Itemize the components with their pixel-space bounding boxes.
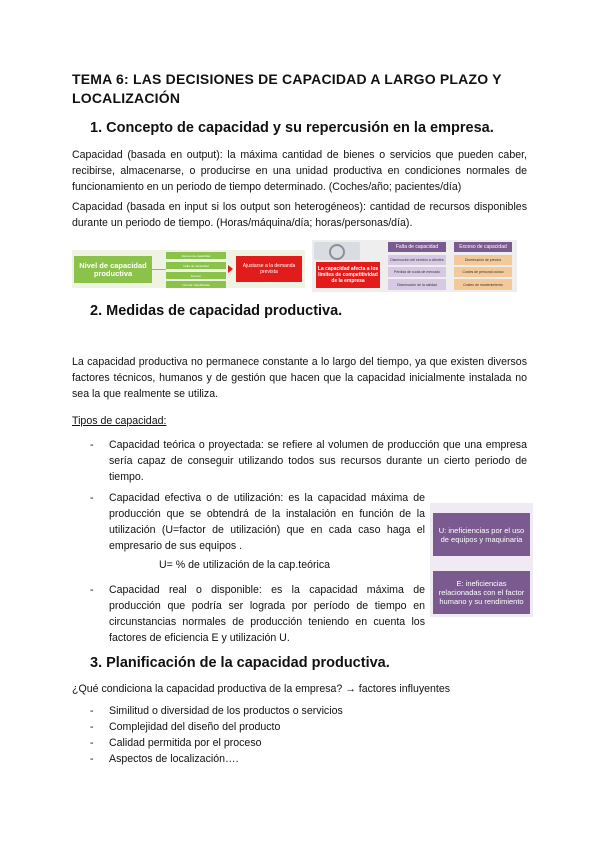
- lack-item-1: Disminución del servicio a clientes: [388, 255, 446, 265]
- competitiveness-diagram: [312, 240, 517, 292]
- magnifier-icon: [329, 244, 345, 260]
- connector-line: [152, 269, 166, 270]
- small-box-4: Normal / Equilibrada: [166, 281, 226, 288]
- factors-list: [90, 703, 490, 767]
- inefficiency-panel: [430, 503, 533, 617]
- magnifier-image: [314, 242, 360, 260]
- factors-question: ¿Qué condiciona la capacidad productiva de la empresa? → factores influyentes: [72, 683, 451, 695]
- lack-capacity-header: Falta de capacidad: [388, 242, 446, 252]
- paragraph-output-capacity: Capacidad (basada en output): la máxima cantidad de bienes o servicios que pueden caber, recibirse, almacenarse, o producirse en una unidad productiva en condiciones normales de funcionamiento en un periodo de tiempo determinado. (Coches/año; pacientes/día): [72, 149, 527, 193]
- list-item: - Aspectos de localización….: [90, 753, 239, 765]
- list-item-real: - Capacidad real o disponible: es la capacidad máxima de producción que podría ser lograda por período de tiempo en circunstancias normales de producción teniendo en cuenta los factores de eficiencia E y utilización U.: [90, 584, 425, 644]
- excess-item-2: Costes de personal ocioso: [454, 267, 512, 277]
- capacity-level-box: Nivel de capacidad productiva: [74, 256, 152, 283]
- section-heading-2: 2. Medidas de capacidad productiva.: [90, 303, 343, 319]
- competitiveness-box: La capacidad afecta a los límites de competitividad de la empresa: [316, 262, 380, 288]
- excess-item-1: Disminución de precios: [454, 255, 512, 265]
- capacity-level-diagram: [72, 250, 305, 288]
- section-heading-1: 1. Concepto de capacidad y su repercusión en la empresa.: [90, 120, 494, 136]
- small-box-3: Exceso: [166, 272, 226, 279]
- paragraph-capacity-variation: La capacidad productiva no permanece constante a lo largo del tiempo, ya que existen diversos factores técnicos, humanos y de gestión que hacen que la capacidad inicialmente instalada no sea la que realmente se utiliza.: [72, 356, 527, 400]
- lack-item-2: Pérdida de cuota de mercado: [388, 267, 446, 277]
- arrow-right-icon: [228, 265, 233, 273]
- utilization-formula: U= % de utilización de la cap.teórica: [159, 559, 331, 571]
- list-item: - Similitud o diversidad de los productos o servicios: [90, 705, 343, 717]
- section-heading-3: 3. Planificación de la capacidad productiva.: [90, 655, 390, 671]
- list-item: - Calidad permitida por el proceso: [90, 737, 262, 749]
- list-item-effective: - Capacidad efectiva o de utilización: es la capacidad máxima de producción que se obtendrá de la instalación en función de la utilización (U=factor de utilización) que en cada caso haga el empresario de sus equipos .: [90, 492, 425, 552]
- small-box-2: Falta de capacidad: [166, 262, 226, 269]
- list-item-theoretical: - Capacidad teórica o proyectada: se refiere al volumen de producción que una empresa sería capaz de conseguir utilizando todos sus recursos durante un cierto periodo de tiempo.: [90, 439, 527, 483]
- u-inefficiency-box: U: ineficiencias por el uso de equipos y maquinaria: [433, 513, 530, 556]
- lack-item-3: Disminución de la calidad: [388, 279, 446, 290]
- small-box-1: Exceso de capacidad: [166, 252, 226, 259]
- paragraph-input-capacity: Capacidad (basada en input si los output son heterogéneos): cantidad de recursos disponibles durante un periodo de tiempo. (Horas/máquina/día; horas/personas/día).: [72, 201, 527, 229]
- adjust-demand-box: Ajustarse a la demanda prevista: [236, 256, 302, 282]
- page-title: TEMA 6: LAS DECISIONES DE CAPACIDAD A LARGO PLAZO Y LOCALIZACIÓN: [72, 71, 502, 106]
- excess-capacity-header: Exceso de capacidad: [454, 242, 512, 252]
- list-item: - Complejidad del diseño del producto: [90, 721, 281, 733]
- excess-item-3: Costes de mantenimiento: [454, 279, 512, 290]
- e-inefficiency-box: E: ineficiencias relacionadas con el factor humano y su rendimiento: [433, 571, 530, 614]
- capacity-types-label: Tipos de capacidad:: [72, 415, 167, 427]
